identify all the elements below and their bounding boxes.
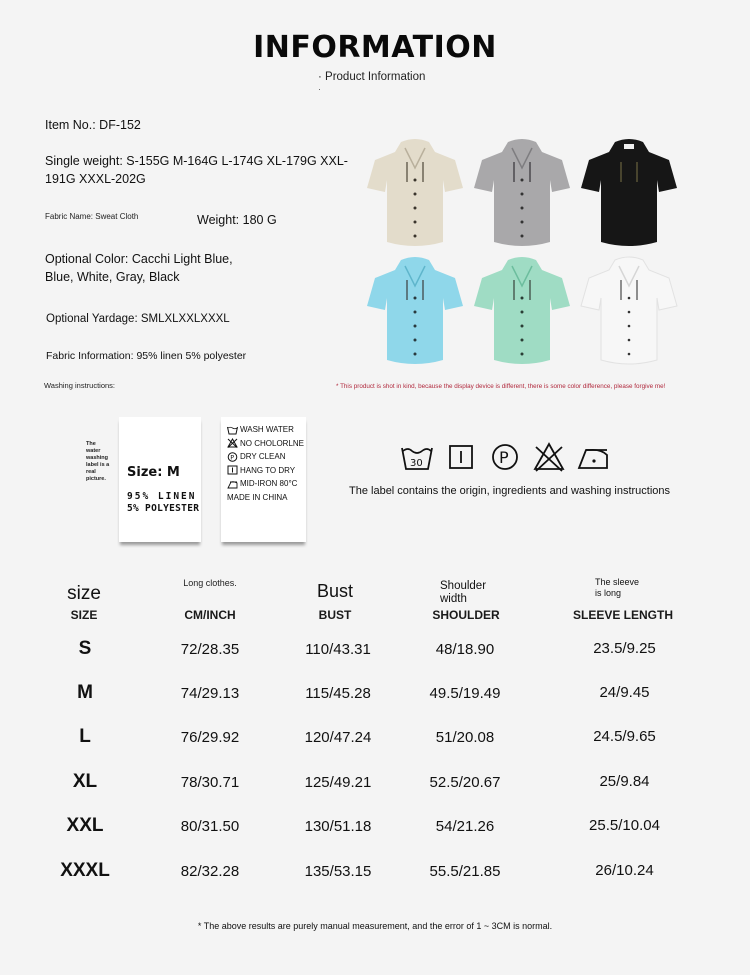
- shirt-black-image: [579, 138, 679, 250]
- tag-material-line-2: 5% POLYESTER: [127, 503, 200, 514]
- row-sleeve: 25.5/10.04: [589, 817, 660, 834]
- row-size: S: [78, 638, 92, 659]
- shirt-white-image: [579, 256, 679, 368]
- header-bust-top: Bust: [316, 581, 354, 601]
- care-line-dry-clean-text: DRY CLEAN: [240, 452, 286, 462]
- header-shoulder-top: [440, 580, 486, 606]
- header-bust: BUST: [318, 608, 352, 622]
- row-sleeve: 24.5/9.65: [593, 728, 656, 745]
- page-title: INFORMATION: [253, 30, 497, 65]
- row-size: M: [77, 682, 93, 703]
- wash-water-icon: [227, 425, 238, 435]
- dry-clean-p-icon: [488, 441, 522, 473]
- svg-text:P: P: [230, 453, 235, 462]
- table-row: [0, 726, 750, 750]
- weight: Weight: 180 G: [197, 213, 277, 227]
- row-bust: 135/53.15: [304, 863, 372, 880]
- table-row: [0, 682, 750, 706]
- no-bleach-icon: [532, 441, 566, 473]
- color-disclaimer: * This product is shot in kind, because the display device is different, there is some color difference, please forgive me!: [336, 383, 666, 390]
- row-length: 80/31.50: [180, 818, 240, 835]
- table-row: [0, 860, 750, 884]
- care-tag-lines: [227, 423, 304, 504]
- row-length: 76/29.92: [180, 729, 240, 746]
- iron-icon: [227, 479, 238, 489]
- row-bust: 125/49.21: [304, 774, 372, 791]
- no-bleach-icon: [227, 438, 238, 448]
- care-line-no-chlorine-text: NO CHOLORLNE: [240, 438, 305, 448]
- table-row: [0, 638, 750, 662]
- hang-dry-icon: [227, 465, 238, 475]
- tag-material: [127, 491, 199, 515]
- header-shoulder: SHOULDER: [432, 608, 500, 622]
- row-length: 74/29.13: [180, 685, 240, 702]
- row-shoulder: 51/20.08: [435, 729, 495, 746]
- header-sleeve: SLEEVE LENGTH: [572, 608, 673, 622]
- header-sleeve-top: [595, 577, 639, 599]
- washing-instructions-label: Washing instructions:: [44, 381, 116, 390]
- header-sleeve-top-line-2: is long: [595, 588, 622, 598]
- optional-yardage: Optional Yardage: SMLXLXXLXXXL: [46, 313, 230, 325]
- optional-color-line-1: Optional Color: Cacchi Light Blue,: [45, 252, 233, 266]
- single-weight-line-2: 191G XXXL-202G: [45, 172, 146, 186]
- care-line-no-chlorine: [227, 437, 304, 451]
- label-note: The water washing label is a real picture.: [86, 441, 110, 482]
- care-caption: The label contains the origin, ingredients and washing instructions: [349, 485, 671, 497]
- row-sleeve: 23.5/9.25: [593, 640, 656, 657]
- row-size: XL: [72, 771, 98, 792]
- subtitle-dot: ·: [318, 84, 321, 94]
- row-length: 72/28.35: [180, 641, 240, 658]
- svg-text:30: 30: [410, 458, 423, 469]
- hang-dry-icon: [444, 441, 478, 473]
- row-bust: 115/45.28: [305, 685, 371, 702]
- fabric-information: Fabric Information: 95% linen 5% polyester: [46, 350, 247, 362]
- care-line-dry-clean: [227, 450, 304, 464]
- tag-material-line-1: 95% LINEN: [127, 491, 197, 502]
- page-subtitle: · Product Information: [318, 71, 426, 83]
- care-tag: [221, 417, 306, 542]
- header-shoulder-top-line-1: Shoulder: [440, 580, 487, 592]
- svg-text:P: P: [499, 448, 509, 467]
- product-color-gallery: [365, 138, 685, 370]
- table-row: [0, 771, 750, 795]
- row-shoulder: 49.5/19.49: [429, 685, 501, 702]
- header-size-top: size: [67, 583, 101, 604]
- dry-clean-icon: [227, 452, 238, 462]
- made-in-china: MADE IN CHINA: [227, 492, 288, 502]
- row-bust: 120/47.24: [304, 729, 372, 746]
- row-shoulder: 48/18.90: [435, 641, 495, 658]
- header-sleeve-top-line-1: The sleeve: [595, 577, 640, 587]
- row-size: L: [79, 726, 91, 747]
- care-line-wash: [227, 423, 304, 437]
- row-bust: 110/43.31: [305, 641, 371, 658]
- care-line-hang-dry-text: HANG TO DRY: [240, 465, 296, 475]
- shirt-gray-image: [472, 138, 572, 250]
- row-sleeve: 24/9.45: [599, 684, 650, 701]
- table-row: [0, 815, 750, 839]
- care-line-wash-text: WASH WATER: [240, 425, 294, 435]
- single-weight-line-1: Single weight: S-155G M-164G L-174G XL-179G XXL-: [45, 154, 348, 168]
- row-size: XXXL: [60, 860, 110, 881]
- row-shoulder: 52.5/20.67: [429, 774, 501, 791]
- header-length: CM/INCH: [184, 608, 236, 622]
- wash-30-icon: [400, 441, 434, 473]
- row-length: 78/30.71: [180, 774, 240, 791]
- iron-icon: [576, 441, 610, 473]
- care-line-iron-text: MID-IRON 80°C: [240, 479, 298, 489]
- row-length: 82/32.28: [180, 863, 240, 880]
- header-length-top: Long clothes.: [183, 578, 237, 588]
- row-size: XXL: [66, 815, 104, 836]
- row-sleeve: 26/10.24: [595, 862, 654, 879]
- size-tag: [119, 417, 201, 542]
- care-icons-row: [400, 440, 610, 474]
- header-shoulder-top-line-2: width: [440, 593, 467, 605]
- item-number: Item No.: DF-152: [45, 118, 141, 132]
- shirt-mint-green-image: [472, 256, 572, 368]
- measurement-note: * The above results are purely manual measurement, and the error of 1 ~ 3CM is normal.: [197, 921, 553, 931]
- fabric-name: Fabric Name: Sweat Cloth: [45, 212, 139, 221]
- row-sleeve: 25/9.84: [599, 773, 650, 790]
- optional-color-line-2: Blue, White, Gray, Black: [45, 270, 180, 284]
- tag-size: Size: M: [127, 465, 180, 480]
- care-line-hang-dry: [227, 464, 304, 478]
- row-bust: 130/51.18: [304, 818, 372, 835]
- row-shoulder: 54/21.26: [435, 818, 495, 835]
- header-size: SIZE: [70, 608, 98, 622]
- shirt-khaki-image: [365, 138, 465, 250]
- row-shoulder: 55.5/21.85: [429, 863, 501, 880]
- shirt-light-blue-image: [365, 256, 465, 368]
- care-line-iron: [227, 477, 304, 491]
